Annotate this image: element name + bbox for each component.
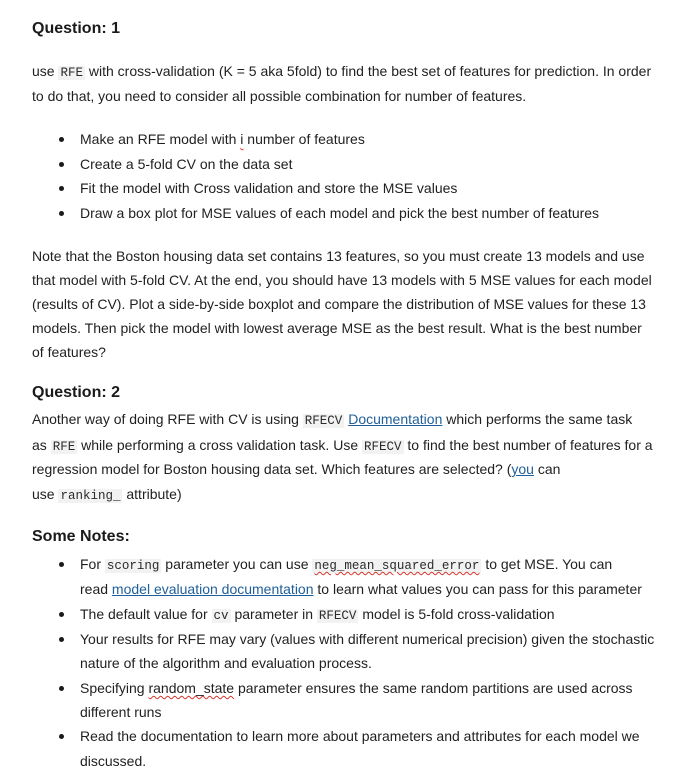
bullet-icon [59, 211, 64, 216]
q1-intro-line-2: to do that, you need to consider all possible combination for number of features. [32, 88, 527, 104]
note-3-line-2: nature of the algorithm and evaluation process. [80, 655, 372, 671]
scoring-code: scoring [106, 559, 160, 573]
q1-bullet-3: Fit the model with Cross validation and store the MSE values [80, 180, 458, 196]
note-4-line-1: Specifying random_state parameter ensures the same random partitions are used across [80, 680, 633, 696]
note-1-line-2: read model evaluation documentation to learn what values you can pass for this parameter [80, 581, 642, 597]
q2-line-3: regression model for Boston housing data set. Which features are selected? (you can [32, 461, 561, 477]
random-state-text: random_state [148, 680, 235, 696]
some-notes-heading: Some Notes: [32, 528, 130, 545]
bullet-icon [59, 562, 64, 567]
q1-bullet-2: Create a 5-fold CV on the data set [80, 156, 293, 172]
q1-note-line: (results of CV). Plot a side-by-side boxplot and compare the distribution of MSE values for these 13 [32, 296, 646, 312]
bullet-icon [59, 186, 64, 191]
note-4-line-2: different runs [80, 704, 162, 720]
bullet-icon [59, 637, 64, 642]
you-underlined: you [511, 461, 534, 477]
q1-note-line: models. Then pick the model with lowest average MSE as the best result. What is the best number [32, 320, 642, 336]
note-2: The default value for cv parameter in RFECV model is 5-fold cross-validation [80, 606, 555, 623]
bullet-icon [59, 686, 64, 691]
q1-bullet-4: Draw a box plot for MSE values of each model and pick the best number of features [80, 205, 600, 221]
note-5-line-1: Read the documentation to learn more about parameters and attributes for each model we [80, 728, 640, 744]
ranking-code: ranking_ [60, 489, 121, 503]
rfecv-documentation-link[interactable]: Documentation [348, 411, 443, 427]
q1-note-line: Note that the Boston housing data set contains 13 features, so you must create 13 models and use [32, 248, 645, 264]
q1-note-line: that model with 5-fold CV. At the end, you should have 13 models with 5 MSE values for each model [32, 272, 652, 288]
q2-line-1: Another way of doing RFE with CV is using RFECV Documentation which performs the same task [32, 411, 633, 428]
q1-intro-line-1 [32, 61, 651, 83]
variable-i: i [240, 131, 244, 147]
neg-mean-squared-error-code: neg_mean_squared_error [314, 559, 480, 573]
question-1-heading: Question: 1 [32, 20, 121, 37]
q2-line-2: as RFE while performing a cross validation task. Use RFECV to find the best number of features for a [32, 437, 653, 454]
rfecv-code: RFECV [364, 440, 402, 454]
note-3-line-1: Your results for RFE may vary (values with different numerical precision) given the stochastic [80, 631, 655, 647]
rfecv-code: RFECV [318, 609, 357, 623]
bullet-icon [59, 612, 64, 617]
rfe-code: RFE [52, 440, 76, 454]
q2-line-4: use ranking_ attribute) [32, 486, 182, 503]
bullet-icon [59, 162, 64, 167]
q1-intro-text-b: with cross-validation (K = 5 aka 5fold) to find the best set of features for prediction. In order [88, 63, 652, 79]
note-5-line-2: discussed. [80, 753, 147, 769]
q1-bullet-1: Make an RFE model with i number of features [80, 131, 365, 147]
bullet-icon [59, 137, 64, 142]
q1-intro-text-a: use [32, 63, 55, 79]
note-1-line-1: For scoring parameter you can use neg_mean_squared_error to get MSE. You can [80, 556, 613, 573]
bullet-icon [59, 734, 64, 739]
model-evaluation-documentation-link[interactable]: model evaluation documentation [111, 581, 314, 597]
rfe-code: RFE [60, 66, 83, 80]
question-2-heading: Question: 2 [32, 384, 121, 401]
q1-note-line: of features? [32, 344, 106, 360]
rfecv-code: RFECV [304, 414, 343, 428]
cv-code: cv [213, 609, 229, 623]
